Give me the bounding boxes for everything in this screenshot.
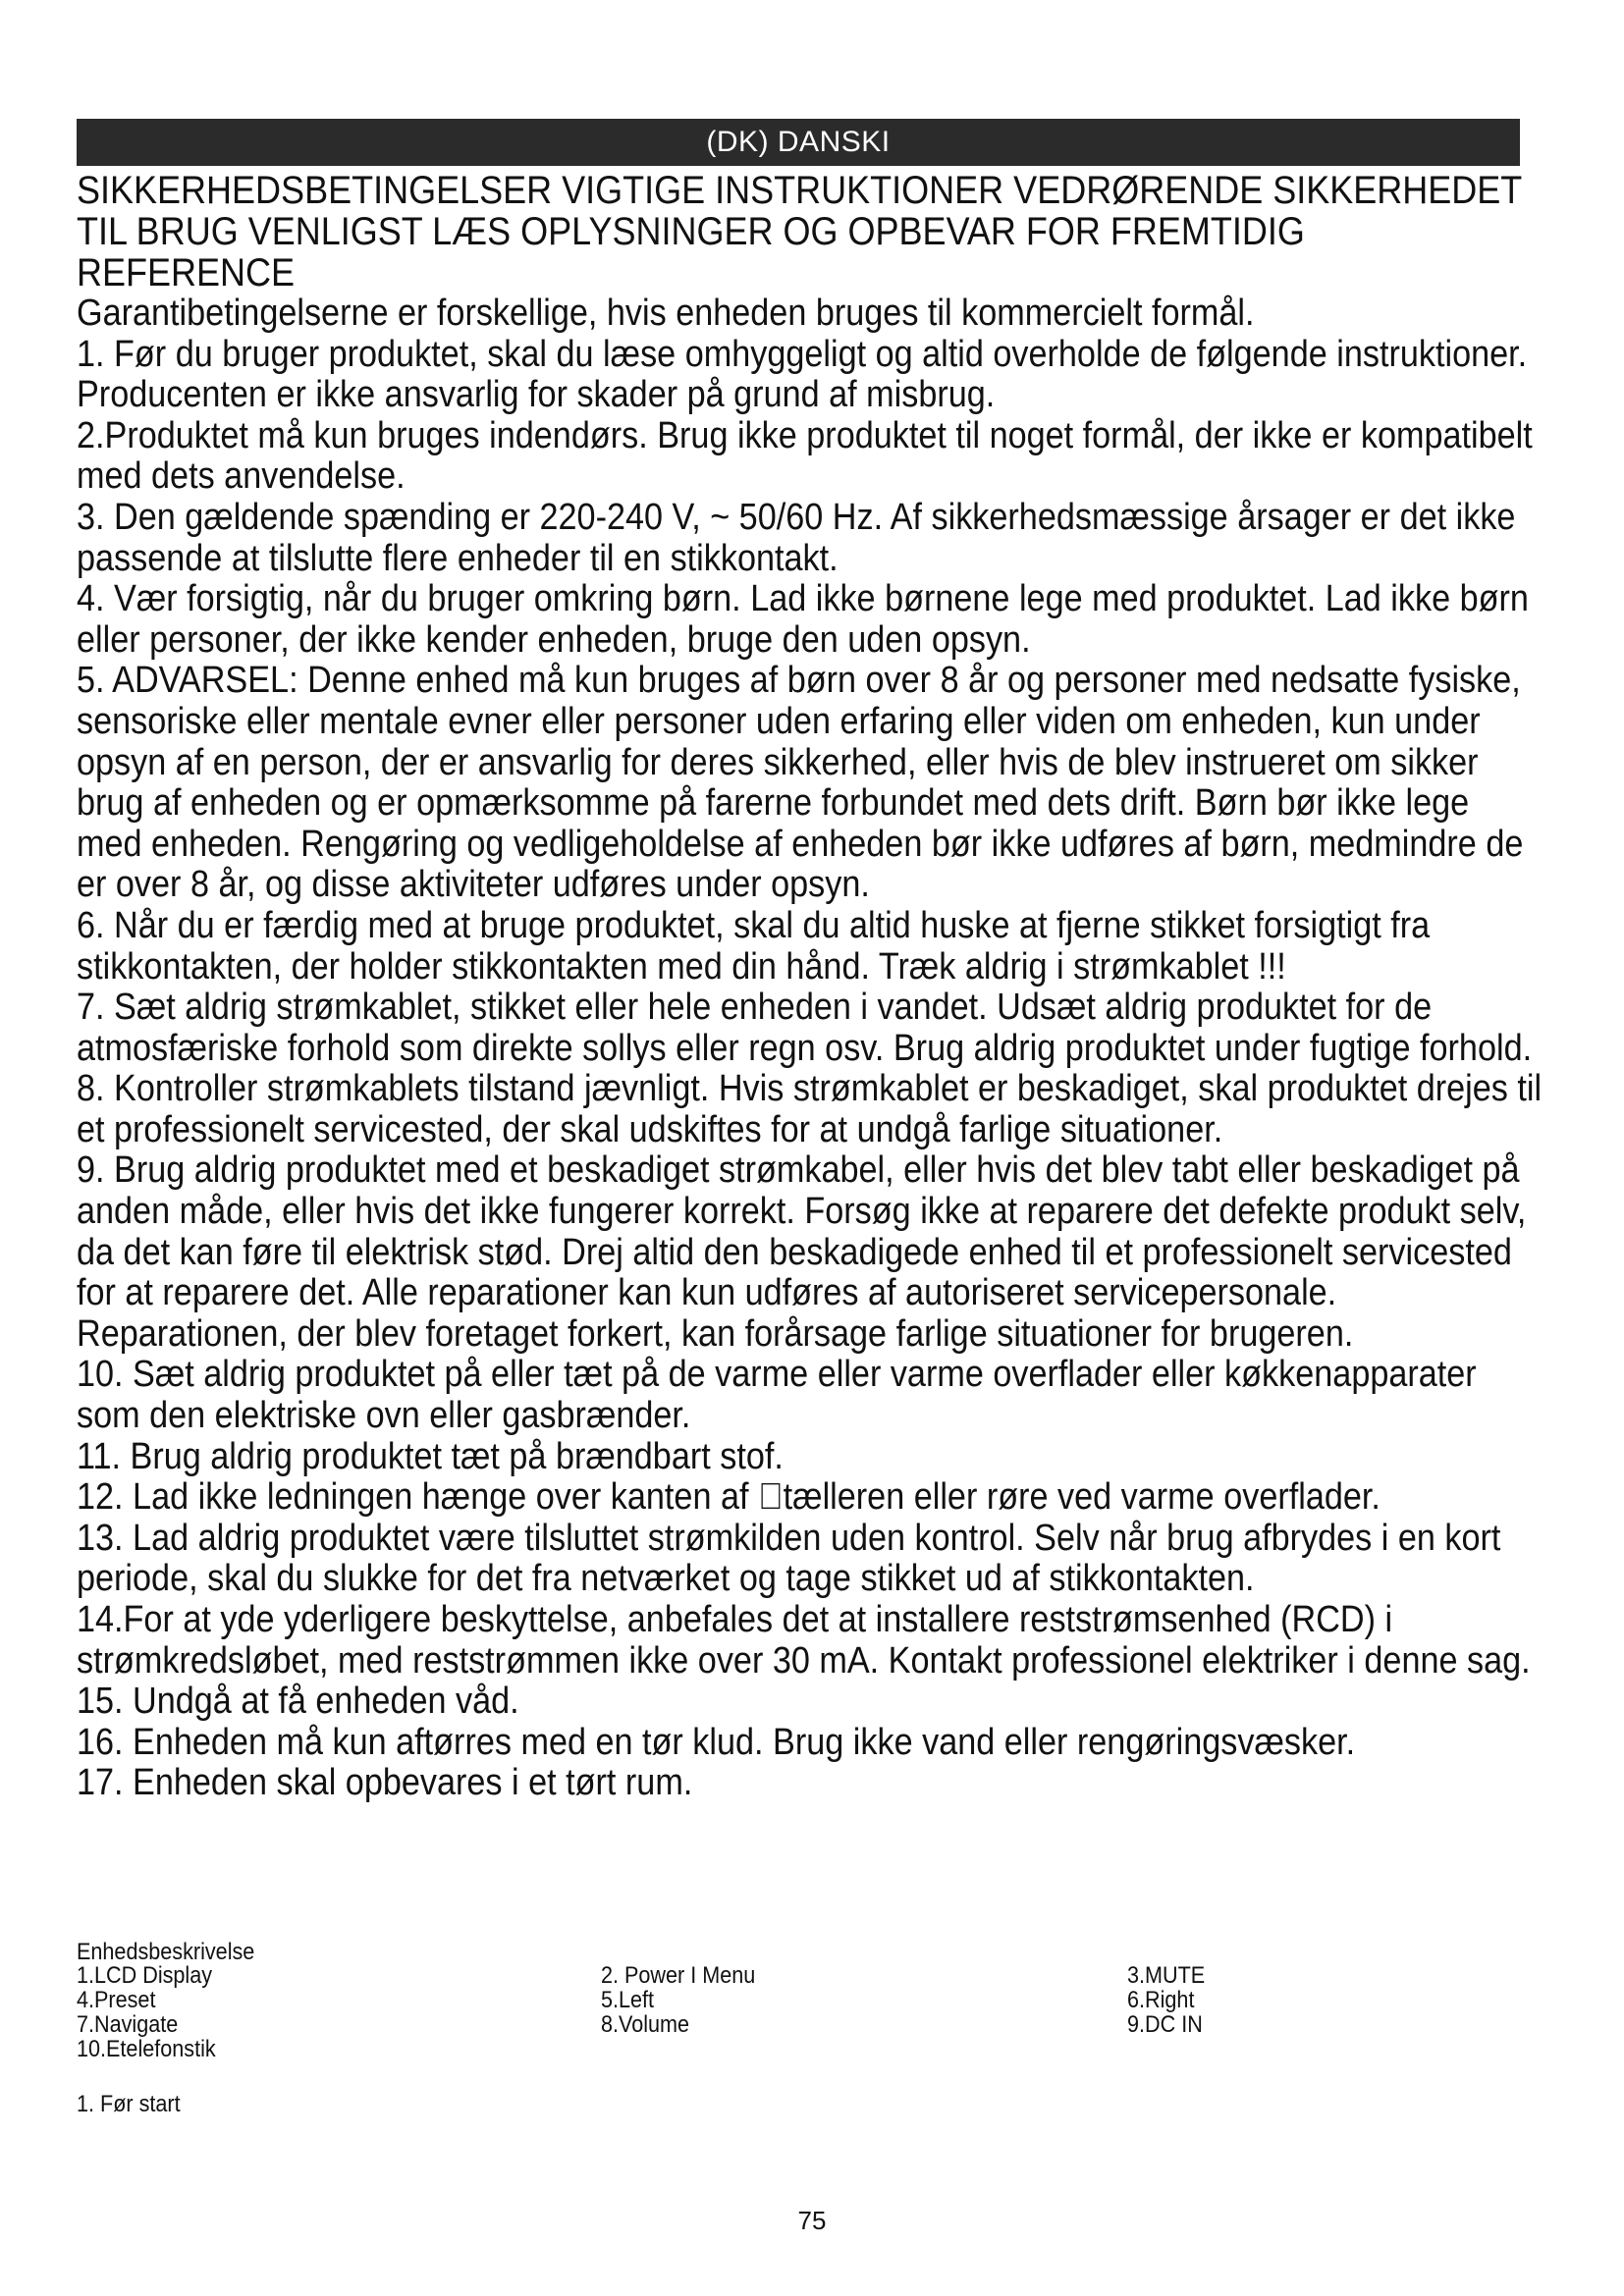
instruction-7: 7. Sæt aldrig strømkablet, stikket eller hele enheden i vandet. Udsæt aldrig produktet for de atmosfæriske forhold som direkte sollys eller regn osv. Brug aldrig produktet under fugtige forhold. — [77, 987, 1533, 1069]
heading-line-3: REFERENCE — [77, 251, 296, 294]
safety-heading — [77, 170, 1540, 294]
device-part-3: 3.MUTE — [1127, 1962, 1206, 1989]
instruction-11: 11. Brug aldrig produktet tæt på brændbart stof. — [77, 1435, 784, 1477]
device-part-8: 8.Volume — [601, 2011, 690, 2038]
instruction-5: 5. ADVARSEL: Denne enhed må kun bruges af børn over 8 år og personer med nedsatte fysiske, sensoriske eller mentale evner eller personer uden erfaring eller viden om enheden, kun under opsyn af en person, der er ansvarlig for deres sikkerhed, eller hvis de blev instrueret om sikker brug af enheden og er opmærksomme på farerne forbundet med dets drift. Børn bør ikke lege med enheden. Rengøring og vedligeholdelse af enheden bør ikke udføres af børn, medmindre de er over 8 år, og disse aktiviteter udføres under opsyn. — [77, 660, 1524, 906]
instruction-14: 14.For at yde yderligere beskyttelse, anbefales det at installere reststrømsenhed (RCD) i strømkredsløbet, med reststrømmen ikke over 30 mA. Kontakt professionel elektriker i denne sag. — [77, 1599, 1531, 1682]
instruction-12: 12. Lad ikke ledningen hænge over kanten af  tælleren eller røre ved varme overflader. — [77, 1476, 1380, 1519]
instruction-9: 9. Brug aldrig produktet med et beskadiget strømkabel, eller hvis det blev tabt eller beskadiget på anden måde, eller hvis det ikke fungerer korrekt. Forsøg ikke at reparere det defekte produkt selv, da det kan føre til elektrisk stød. Drej altid den beskadigede enhed til et professionelt servicested for at reparere det. Alle reparationer kan kun udføres af autoriseret servicepersonale. Reparationen, der blev foretaget forkert, kan forårsage farlige situationer for brugeren. — [77, 1149, 1527, 1355]
instruction-13: 13. Lad aldrig produktet være tilsluttet strømkilden uden kontrol. Selv når brug afbrydes i en kort periode, skal du slukke for det fra netværket og tage stikket ud af stikkontakten. — [77, 1517, 1501, 1600]
instruction-16: 16. Enheden må kun aftørres med en tør klud. Brug ikke vand eller rengøringsvæsker. — [77, 1721, 1356, 1763]
device-part-1: 1.LCD Display — [77, 1962, 213, 1989]
page-number: 75 — [797, 2206, 827, 2235]
device-part-4: 4.Preset — [77, 1987, 156, 2013]
instruction-15: 15. Undgå at få enheden våd. — [77, 1681, 519, 1723]
device-part-2: 2. Power I Menu — [601, 1962, 756, 1989]
heading-line-1: SIKKERHEDSBETINGELSER VIGTIGE INSTRUKTIONER VEDRØRENDE SIKKERHEDET — [77, 169, 1523, 212]
instruction-2: 2.Produktet må kun bruges indendørs. Brug ikke produktet til noget formål, der ikke er kompatibelt med dets anvendelse. — [77, 414, 1533, 498]
device-part-7: 7.Navigate — [77, 2011, 179, 2038]
device-part-10: 10.Etelefonstik — [77, 2036, 216, 2062]
instruction-10: 10. Sæt aldrig produktet på eller tæt på de varme eller varme overflader eller køkkenapparater som den elektriske ovn eller gasbrænder. — [77, 1354, 1477, 1437]
intro-paragraph: Garantibetingelserne er forskellige, hvis enheden bruges til kommercielt formål. — [77, 293, 1255, 334]
instruction-1: 1. Før du bruger produktet, skal du læse omhyggeligt og altid overholde de følgende instruktioner. Producenten er ikke ansvarlig for skader på grund af misbrug. — [77, 333, 1528, 416]
instructions-body — [77, 294, 1543, 1804]
device-description-title: Enhedsbeskrivelse — [77, 1939, 255, 1965]
instruction-17: 17. Enheden skal opbevares i et tørt rum. — [77, 1762, 693, 1804]
heading-line-2: TIL BRUG VENLIGST LÆS OPLYSNINGER OG OPBEVAR FOR FREMTIDIG — [77, 210, 1305, 253]
instruction-4: 4. Vær forsigtig, når du bruger omkring børn. Lad ikke børnene lege med produktet. Lad ikke børn eller personer, der ikke kender enheden, bruge den uden opsyn. — [77, 578, 1529, 661]
device-part-5: 5.Left — [601, 1987, 655, 2013]
device-part-6: 6.Right — [1127, 1987, 1195, 2013]
instruction-3: 3. Den gældende spænding er 220-240 V, ~ 50/60 Hz. Af sikkerhedsmæssige årsager er det ikke passende at tilslutte flere enheder til en stikkontakt. — [77, 496, 1516, 579]
device-part-9: 9.DC IN — [1127, 2011, 1203, 2038]
instruction-6: 6. Når du er færdig med at bruge produktet, skal du altid huske at fjerne stikket forsigtigt fra stikkontakten, der holder stikkontakten med din hånd. Træk aldrig i strømkablet !!! — [77, 904, 1431, 988]
instruction-8: 8. Kontroller strømkablets tilstand jævnligt. Hvis strømkablet er beskadiget, skal produktet drejes til et professionelt servicested, der skal udskiftes for at undgå farlige situationer. — [77, 1068, 1543, 1150]
section-before-start: 1. Før start — [77, 2091, 181, 2117]
language-banner: (DK) DANSKI — [77, 119, 1520, 166]
